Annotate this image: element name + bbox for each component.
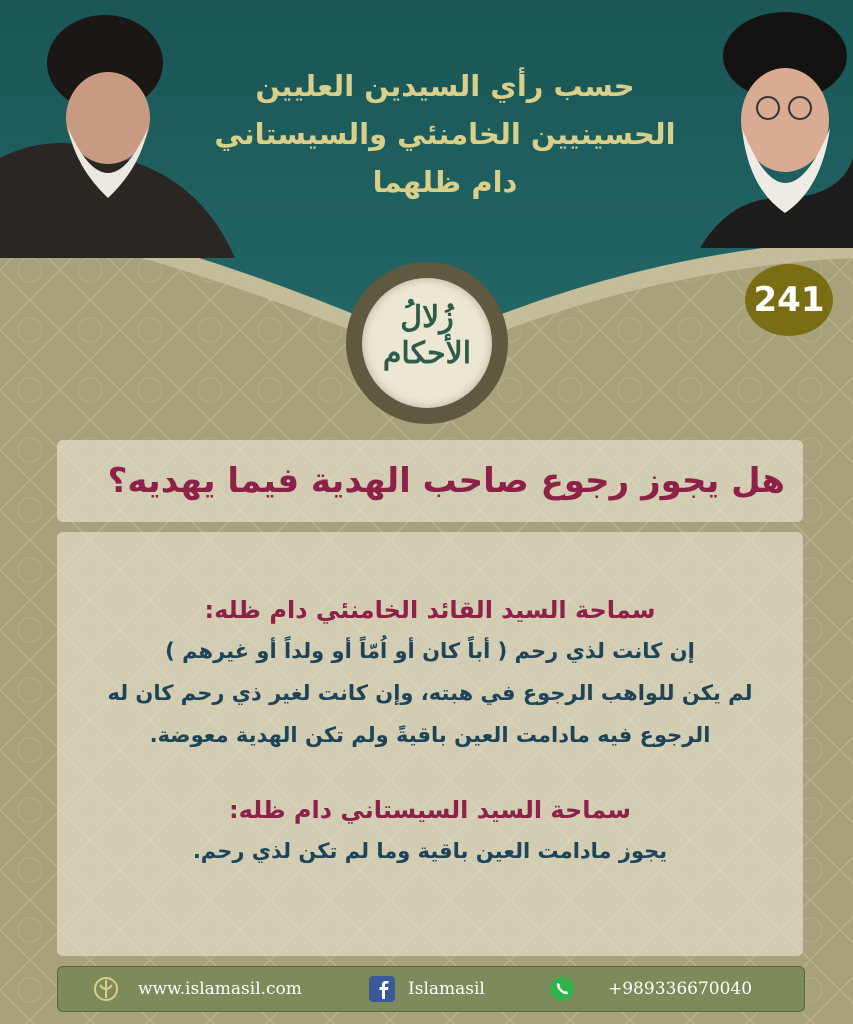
site-emblem-icon	[92, 975, 120, 1003]
answer-heading: سماحة السيد القائد الخامنئي دام ظله:	[204, 596, 656, 624]
right-portrait	[690, 8, 853, 248]
facebook-icon[interactable]	[368, 975, 396, 1003]
answers	[80, 590, 780, 872]
phone-number[interactable]: +989336670040	[608, 979, 753, 999]
answer-line: الرجوع فيه مادامت العين باقيةً ولم تكن الهدية معوضة.	[149, 723, 711, 747]
logo-line: الأحكام	[382, 336, 472, 371]
facebook-handle[interactable]: Islamasil	[408, 979, 485, 999]
question-text: هل يجوز رجوع صاحب الهدية فيما يهديه؟	[107, 461, 785, 501]
whatsapp-icon[interactable]	[548, 975, 576, 1003]
header-title-line: حسب رأي السيدين العليين	[255, 69, 635, 103]
header-title-line: دام ظلهما	[372, 165, 518, 199]
website-link[interactable]: www.islamasil.com	[138, 979, 302, 999]
footer-bar	[57, 966, 805, 1012]
logo-line: زُلالُ	[400, 300, 454, 335]
header-title-line: الحسينيين الخامنئي والسيستاني	[214, 117, 676, 151]
answer-heading: سماحة السيد السيستاني دام ظله:	[229, 796, 631, 824]
header-title	[210, 62, 680, 206]
answer-line: إن كانت لذي رحم ( أباً كان أو اُمّاً أو ولداً أو غيرهم )	[165, 639, 695, 663]
left-portrait	[0, 8, 240, 258]
answer-line: يجوز مادامت العين باقية وما لم تكن لذي رحم.	[192, 839, 668, 863]
answer-line: لم يكن للواهب الرجوع في هبته، وإن كانت لغير ذي رحم كان له	[107, 681, 753, 705]
number-badge: 241	[745, 264, 833, 336]
logo-text	[362, 300, 492, 372]
